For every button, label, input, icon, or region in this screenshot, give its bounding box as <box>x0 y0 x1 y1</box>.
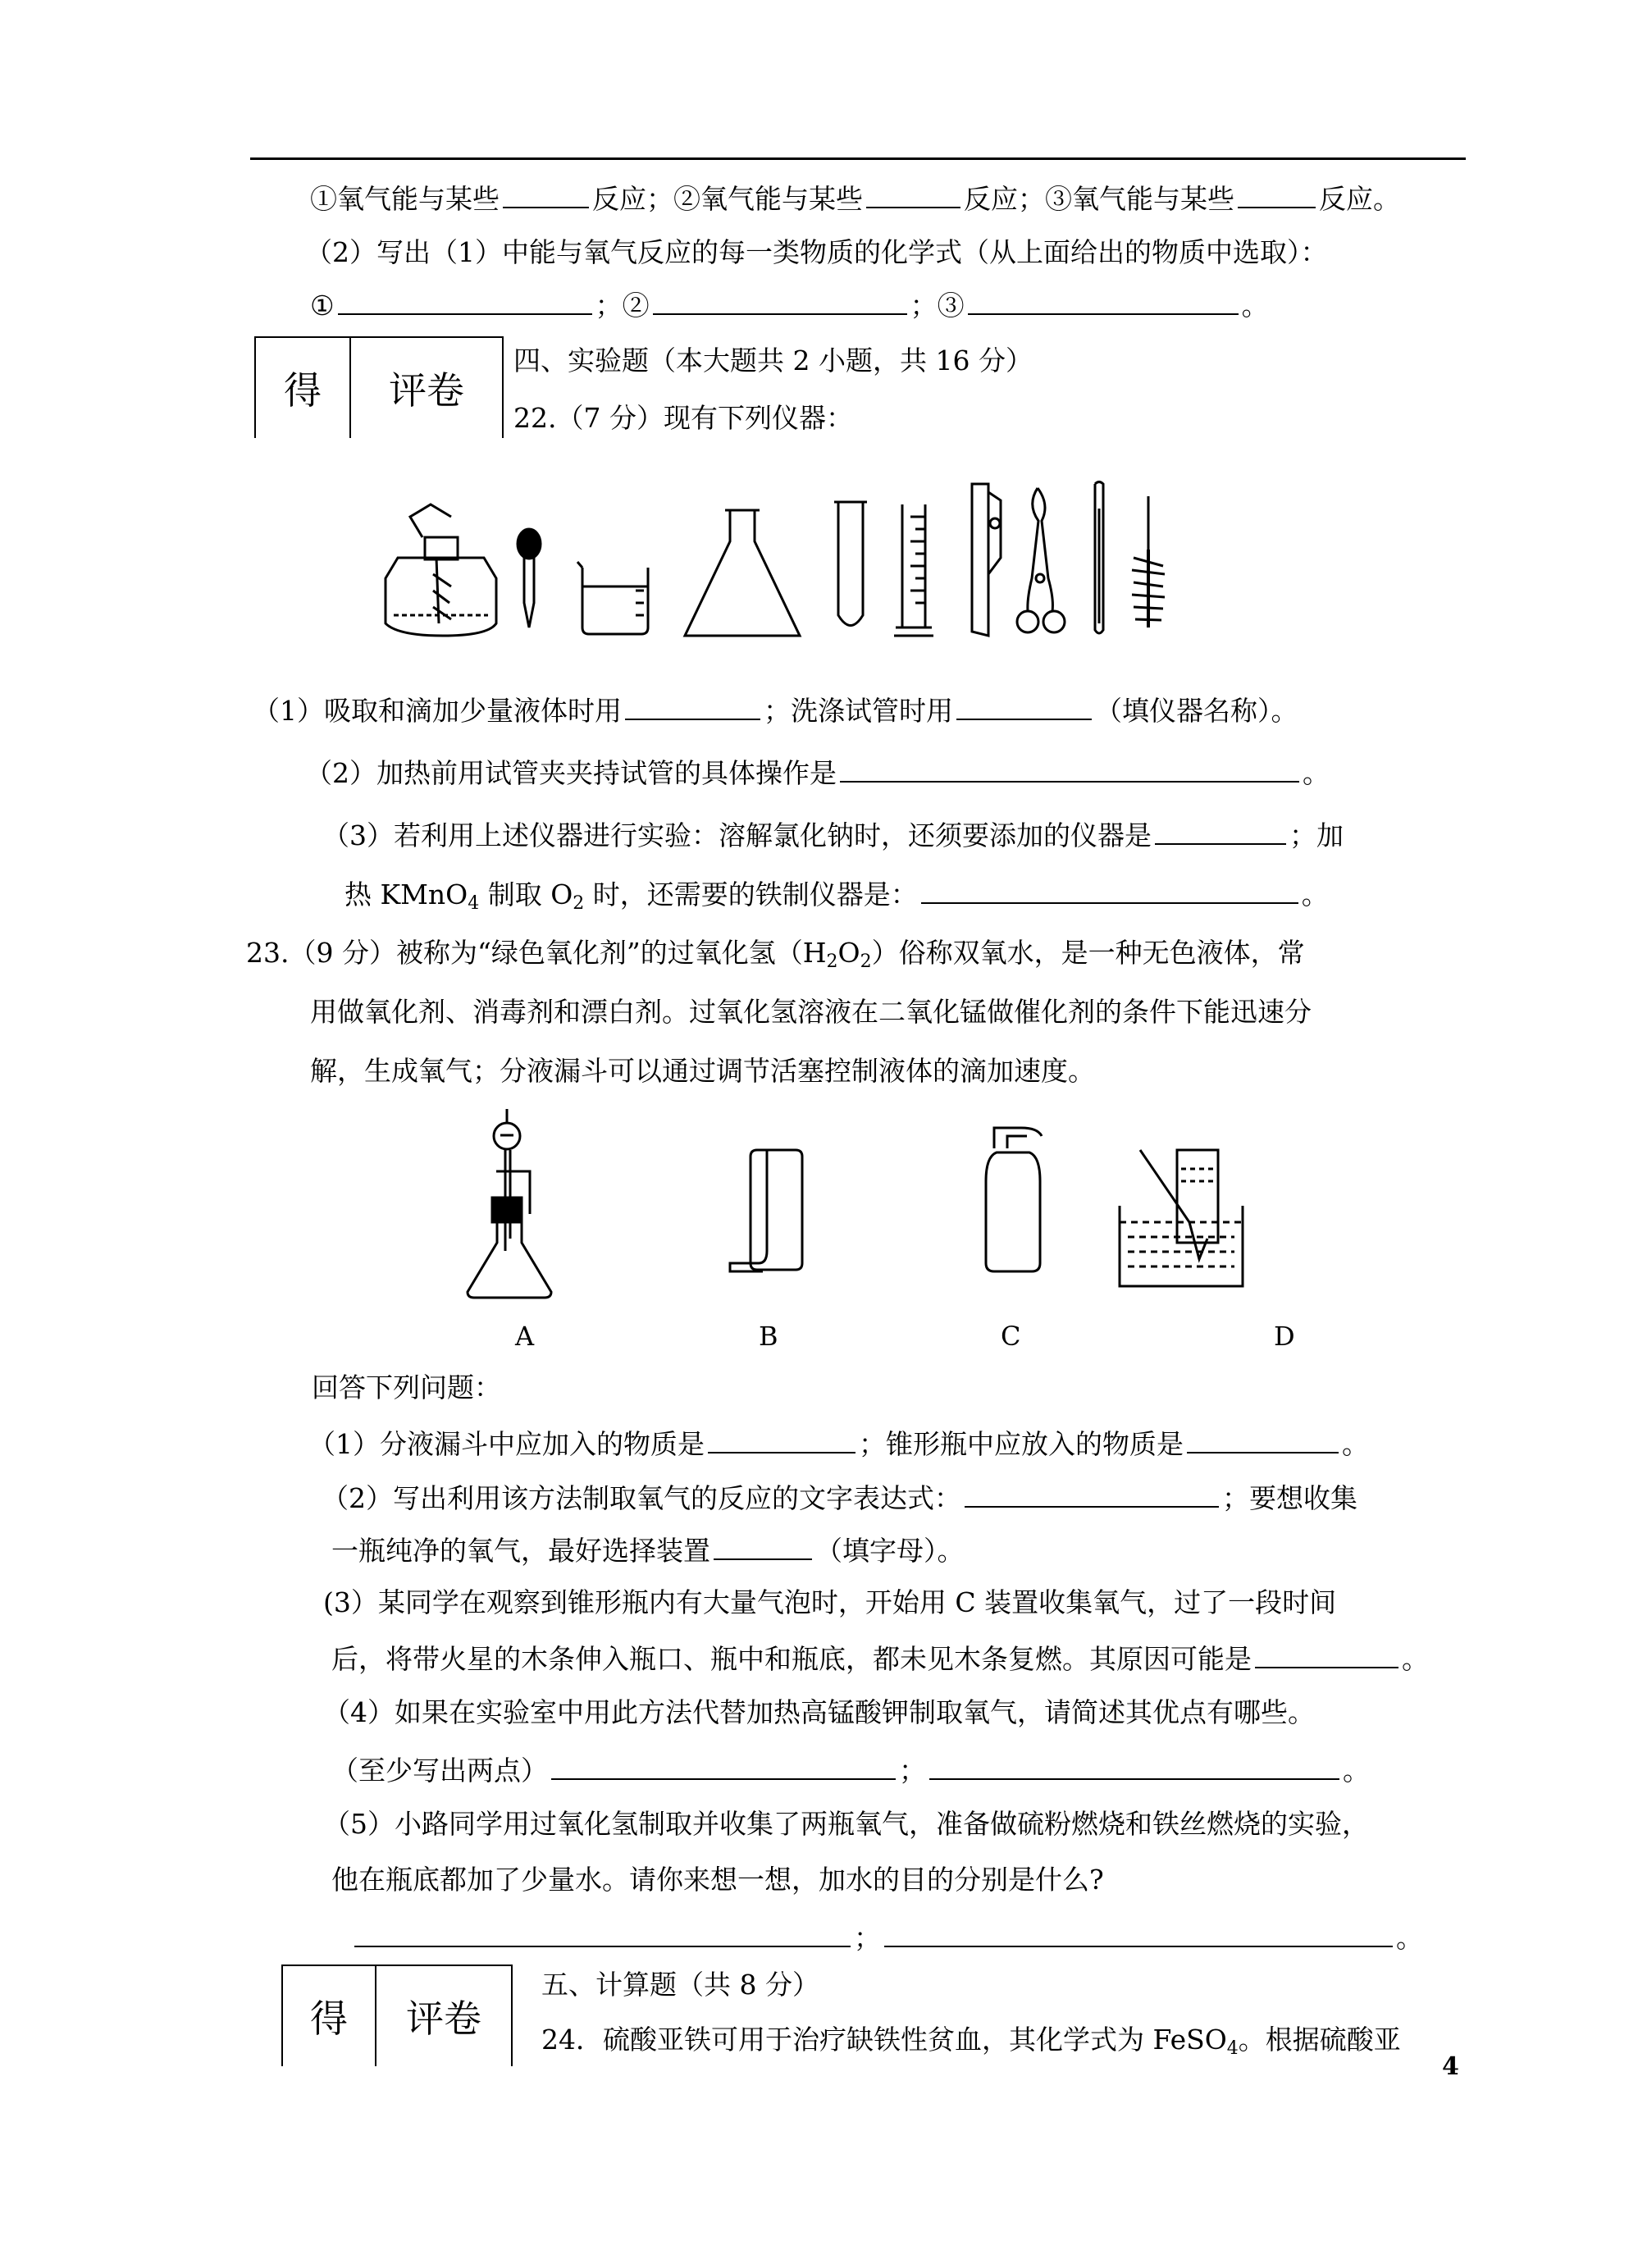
text: 。 <box>1301 878 1329 910</box>
answer-blank[interactable] <box>354 1918 851 1947</box>
text: 一瓶纯净的氧气，最好选择装置 <box>331 1535 710 1567</box>
q23-part4-line1: （4）如果在实验室中用此方法代替加热高锰酸钾制取氧气，请简述其优点有哪些。 <box>323 1696 1315 1728</box>
answer-blank[interactable] <box>714 1531 812 1560</box>
review-label: 评卷 <box>389 368 464 413</box>
q21-line2: （2）写出（1）中能与氧气反应的每一类物质的化学式（从上面给出的物质中选取）： <box>305 236 1328 268</box>
text: ； <box>854 1922 881 1954</box>
text: 。 <box>1303 757 1330 789</box>
q21-line3 <box>310 285 1269 324</box>
score-label: 得 <box>256 338 351 438</box>
answer-blank[interactable] <box>1238 179 1316 208</box>
graduated-cylinder-icon <box>894 504 933 636</box>
text: （至少写出两点） <box>331 1755 548 1787</box>
text: （1）吸取和滴加少量液体时用 <box>253 695 622 727</box>
text: （填仪器名称）。 <box>1095 695 1298 727</box>
text: ；锥形瓶中应放入的物质是 <box>859 1428 1184 1460</box>
text: ；② <box>595 290 650 322</box>
q23-part2-line1 <box>322 1478 1357 1517</box>
subscript: 4 <box>468 893 480 914</box>
q22-part3 <box>322 815 1344 854</box>
q23-stem-line1 <box>246 935 1305 971</box>
apparatus-label-a: A <box>515 1321 535 1352</box>
q23-apparatus-illustration <box>443 1099 1370 1329</box>
header-rule <box>250 157 1466 160</box>
test-tube-icon <box>834 502 867 626</box>
q22-part2 <box>305 753 1330 792</box>
score-box <box>254 336 504 438</box>
text: （填字母）。 <box>815 1535 965 1567</box>
answer-blank[interactable] <box>866 179 960 208</box>
answer-blank[interactable] <box>929 1750 1339 1780</box>
subscript: 4 <box>1226 2038 1239 2059</box>
q22-part3-cont <box>344 874 1329 913</box>
text: （2）加热前用试管夹夹持试管的具体操作是 <box>305 757 837 789</box>
text: ；洗涤试管时用 <box>764 695 953 727</box>
q23-part3-line2 <box>331 1639 1429 1677</box>
text: 。 <box>1343 1755 1370 1787</box>
q22-apparatus-illustration <box>361 459 1255 656</box>
text: ①氧气能与某些 <box>310 183 500 215</box>
text: 反应；②氧气能与某些 <box>592 183 863 215</box>
q23-intro: 回答下列问题： <box>312 1371 501 1403</box>
q23-part4-line2 <box>331 1750 1370 1789</box>
q22-part1 <box>253 691 1298 729</box>
text: ； <box>899 1755 926 1787</box>
section4-title: 四、实验题（本大题共 2 小题，共 16 分） <box>513 345 1033 376</box>
q23-part3-line1: (3）某同学在观察到锥形瓶内有大量气泡时，开始用 C 装置收集氧气，过了一段时间 <box>323 1586 1337 1618</box>
text: 后，将带火星的木条伸入瓶口、瓶中和瓶底，都未见木条复燃。其原因可能是 <box>331 1643 1252 1675</box>
thermometer-icon <box>1095 482 1103 634</box>
alcohol-lamp-icon <box>386 504 496 636</box>
section5-title: 五、计算题（共 8 分） <box>541 1969 819 2001</box>
q23-part2-line2 <box>331 1531 965 1569</box>
text: （2）写出利用该方法制取氧气的反应的文字表达式： <box>322 1482 961 1514</box>
test-tube-brush-icon <box>1132 496 1165 627</box>
text: 24．硫酸亚铁可用于治疗缺铁性贫血，其化学式为 FeSO <box>541 2024 1227 2056</box>
dropper-icon <box>518 529 541 627</box>
answer-blank[interactable] <box>956 691 1092 720</box>
apparatus-b-icon <box>730 1150 802 1271</box>
apparatus-d-icon <box>1120 1150 1243 1286</box>
answer-blank[interactable] <box>503 179 589 208</box>
subscript: 2 <box>573 893 585 914</box>
text: 。 <box>1241 290 1269 322</box>
text: 。 <box>1402 1643 1429 1675</box>
text: 23.（9 分）被称为“绿色氧化剂”的过氧化氢（H <box>246 937 827 969</box>
apparatus-label-c: C <box>1001 1321 1021 1352</box>
text: ；③ <box>910 290 965 322</box>
answer-blank[interactable] <box>625 691 760 720</box>
subscript: 2 <box>826 951 838 972</box>
page-number: 4 <box>1442 2052 1459 2081</box>
text: 时，还需要的铁制仪器是： <box>584 878 918 910</box>
q23-part5-line1: （5）小路同学用过氧化氢制取并收集了两瓶氧气，准备做硫粉燃烧和铁丝燃烧的实验， <box>323 1808 1369 1840</box>
q23-stem-line3: 解，生成氧气；分液漏斗可以通过调节活塞控制液体的滴加速度。 <box>310 1055 1095 1087</box>
answer-blank[interactable] <box>921 874 1298 904</box>
text: 制取 O <box>479 878 573 910</box>
q23-part5-line3 <box>351 1918 1423 1956</box>
q24-stem <box>541 2022 1401 2058</box>
answer-blank[interactable] <box>1255 1639 1398 1668</box>
answer-blank[interactable] <box>965 1478 1219 1508</box>
text: O <box>837 937 860 969</box>
answer-blank[interactable] <box>1187 1424 1339 1453</box>
answer-blank[interactable] <box>708 1424 856 1453</box>
text: 。根据硫酸亚 <box>1238 2024 1401 2056</box>
apparatus-c-icon <box>986 1128 1042 1271</box>
text: ① <box>310 290 335 322</box>
answer-blank[interactable] <box>968 285 1239 315</box>
q22-stem: 22.（7 分）现有下列仪器： <box>513 402 853 434</box>
text: ；加 <box>1289 819 1344 851</box>
text: 。 <box>1342 1428 1369 1460</box>
text: 。 <box>1396 1922 1423 1954</box>
test-tube-holder-icon <box>972 484 1001 636</box>
score-box <box>281 1965 513 2066</box>
answer-blank[interactable] <box>884 1918 1393 1947</box>
answer-blank[interactable] <box>338 285 592 315</box>
conical-flask-icon <box>685 510 800 636</box>
beaker-icon <box>577 562 648 634</box>
apparatus-label-b: B <box>759 1321 778 1352</box>
answer-blank[interactable] <box>551 1750 896 1780</box>
review-label: 评卷 <box>406 1996 481 2041</box>
text: ；要想收集 <box>1222 1482 1357 1514</box>
answer-blank[interactable] <box>653 285 907 315</box>
q23-part5-line2: 他在瓶底都加了少量水。请你来想一想，加水的目的分别是什么? <box>331 1864 1104 1896</box>
q23-stem-line2: 用做氧化剂、消毒剂和漂白剂。过氧化氢溶液在二氧化锰做催化剂的条件下能迅速分 <box>310 996 1312 1028</box>
text: （1）分液漏斗中应加入的物质是 <box>308 1428 705 1460</box>
apparatus-a-icon <box>468 1109 551 1298</box>
score-label: 得 <box>283 1966 376 2066</box>
answer-blank[interactable] <box>1155 815 1286 845</box>
q21-line1 <box>310 179 1400 217</box>
apparatus-label-d: D <box>1274 1321 1295 1352</box>
crucible-tongs-icon <box>1017 488 1065 632</box>
answer-blank[interactable] <box>840 753 1299 783</box>
text: 反应。 <box>1319 183 1400 215</box>
text: （3）若利用上述仪器进行实验：溶解氯化钠时，还须要添加的仪器是 <box>322 819 1152 851</box>
text: ）俗称双氧水，是一种无色液体，常 <box>871 937 1305 969</box>
subscript: 2 <box>860 951 872 972</box>
text: 反应；③氧气能与某些 <box>964 183 1234 215</box>
text: 热 KMnO <box>344 878 468 910</box>
q23-part1 <box>308 1424 1369 1463</box>
